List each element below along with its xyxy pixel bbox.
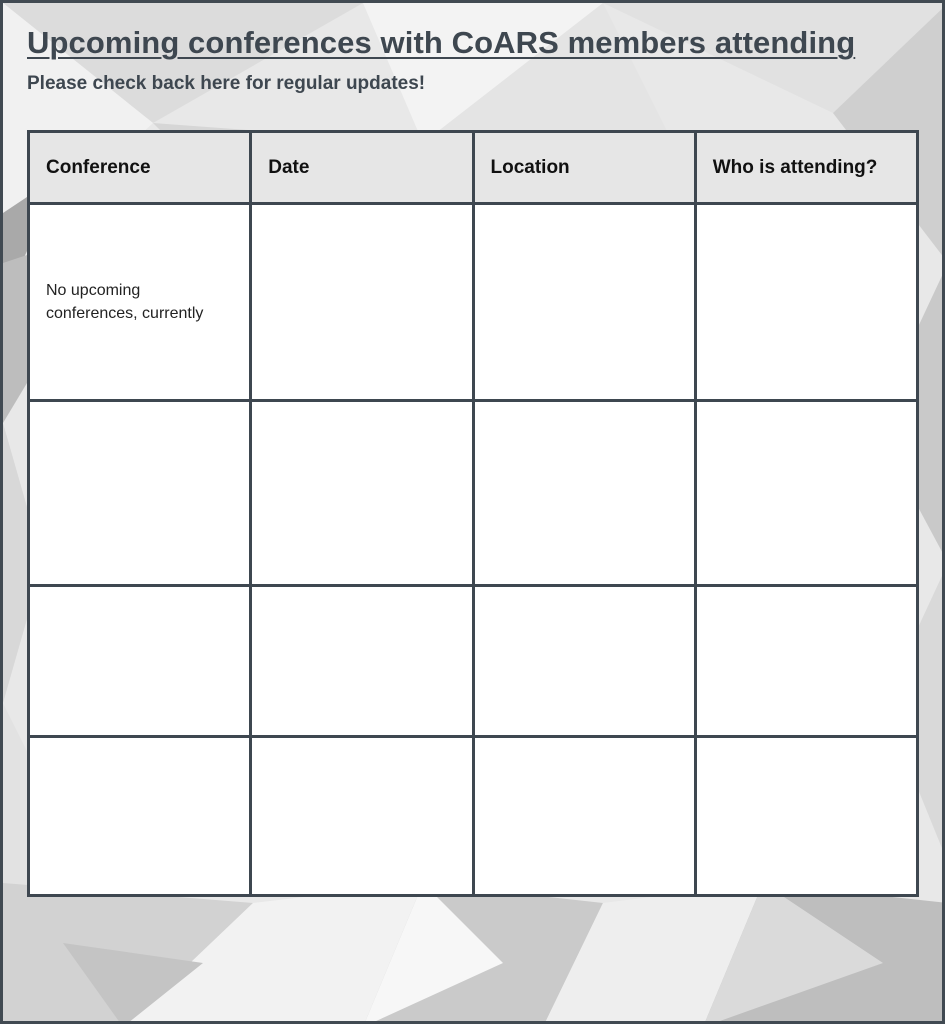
table-cell	[473, 737, 695, 896]
header-date: Date	[251, 132, 473, 204]
table-cell	[251, 586, 473, 737]
table-cell	[695, 204, 917, 401]
cell-text: No upcoming conferences, currently	[46, 282, 204, 322]
table-cell	[251, 204, 473, 401]
table-cell	[251, 401, 473, 586]
header-who-attending: Who is attending?	[695, 132, 917, 204]
table-row	[29, 586, 918, 737]
table-row	[29, 401, 918, 586]
header-location: Location	[473, 132, 695, 204]
table-cell	[695, 586, 917, 737]
page-subtitle: Please check back here for regular updates!	[27, 73, 426, 94]
table-cell	[695, 737, 917, 896]
table-cell	[29, 737, 251, 896]
table-cell	[29, 401, 251, 586]
table-cell	[473, 204, 695, 401]
header-conference: Conference	[29, 132, 251, 204]
table-row	[29, 737, 918, 896]
table-cell	[29, 204, 251, 401]
table-cell	[29, 586, 251, 737]
table-cell	[695, 401, 917, 586]
table-cell	[473, 586, 695, 737]
table-header-row	[29, 132, 918, 204]
table-row	[29, 204, 918, 401]
page-title: Upcoming conferences with CoARS members attending	[27, 25, 856, 60]
table-cell	[251, 737, 473, 896]
table-cell	[473, 401, 695, 586]
conference-table	[27, 130, 919, 897]
